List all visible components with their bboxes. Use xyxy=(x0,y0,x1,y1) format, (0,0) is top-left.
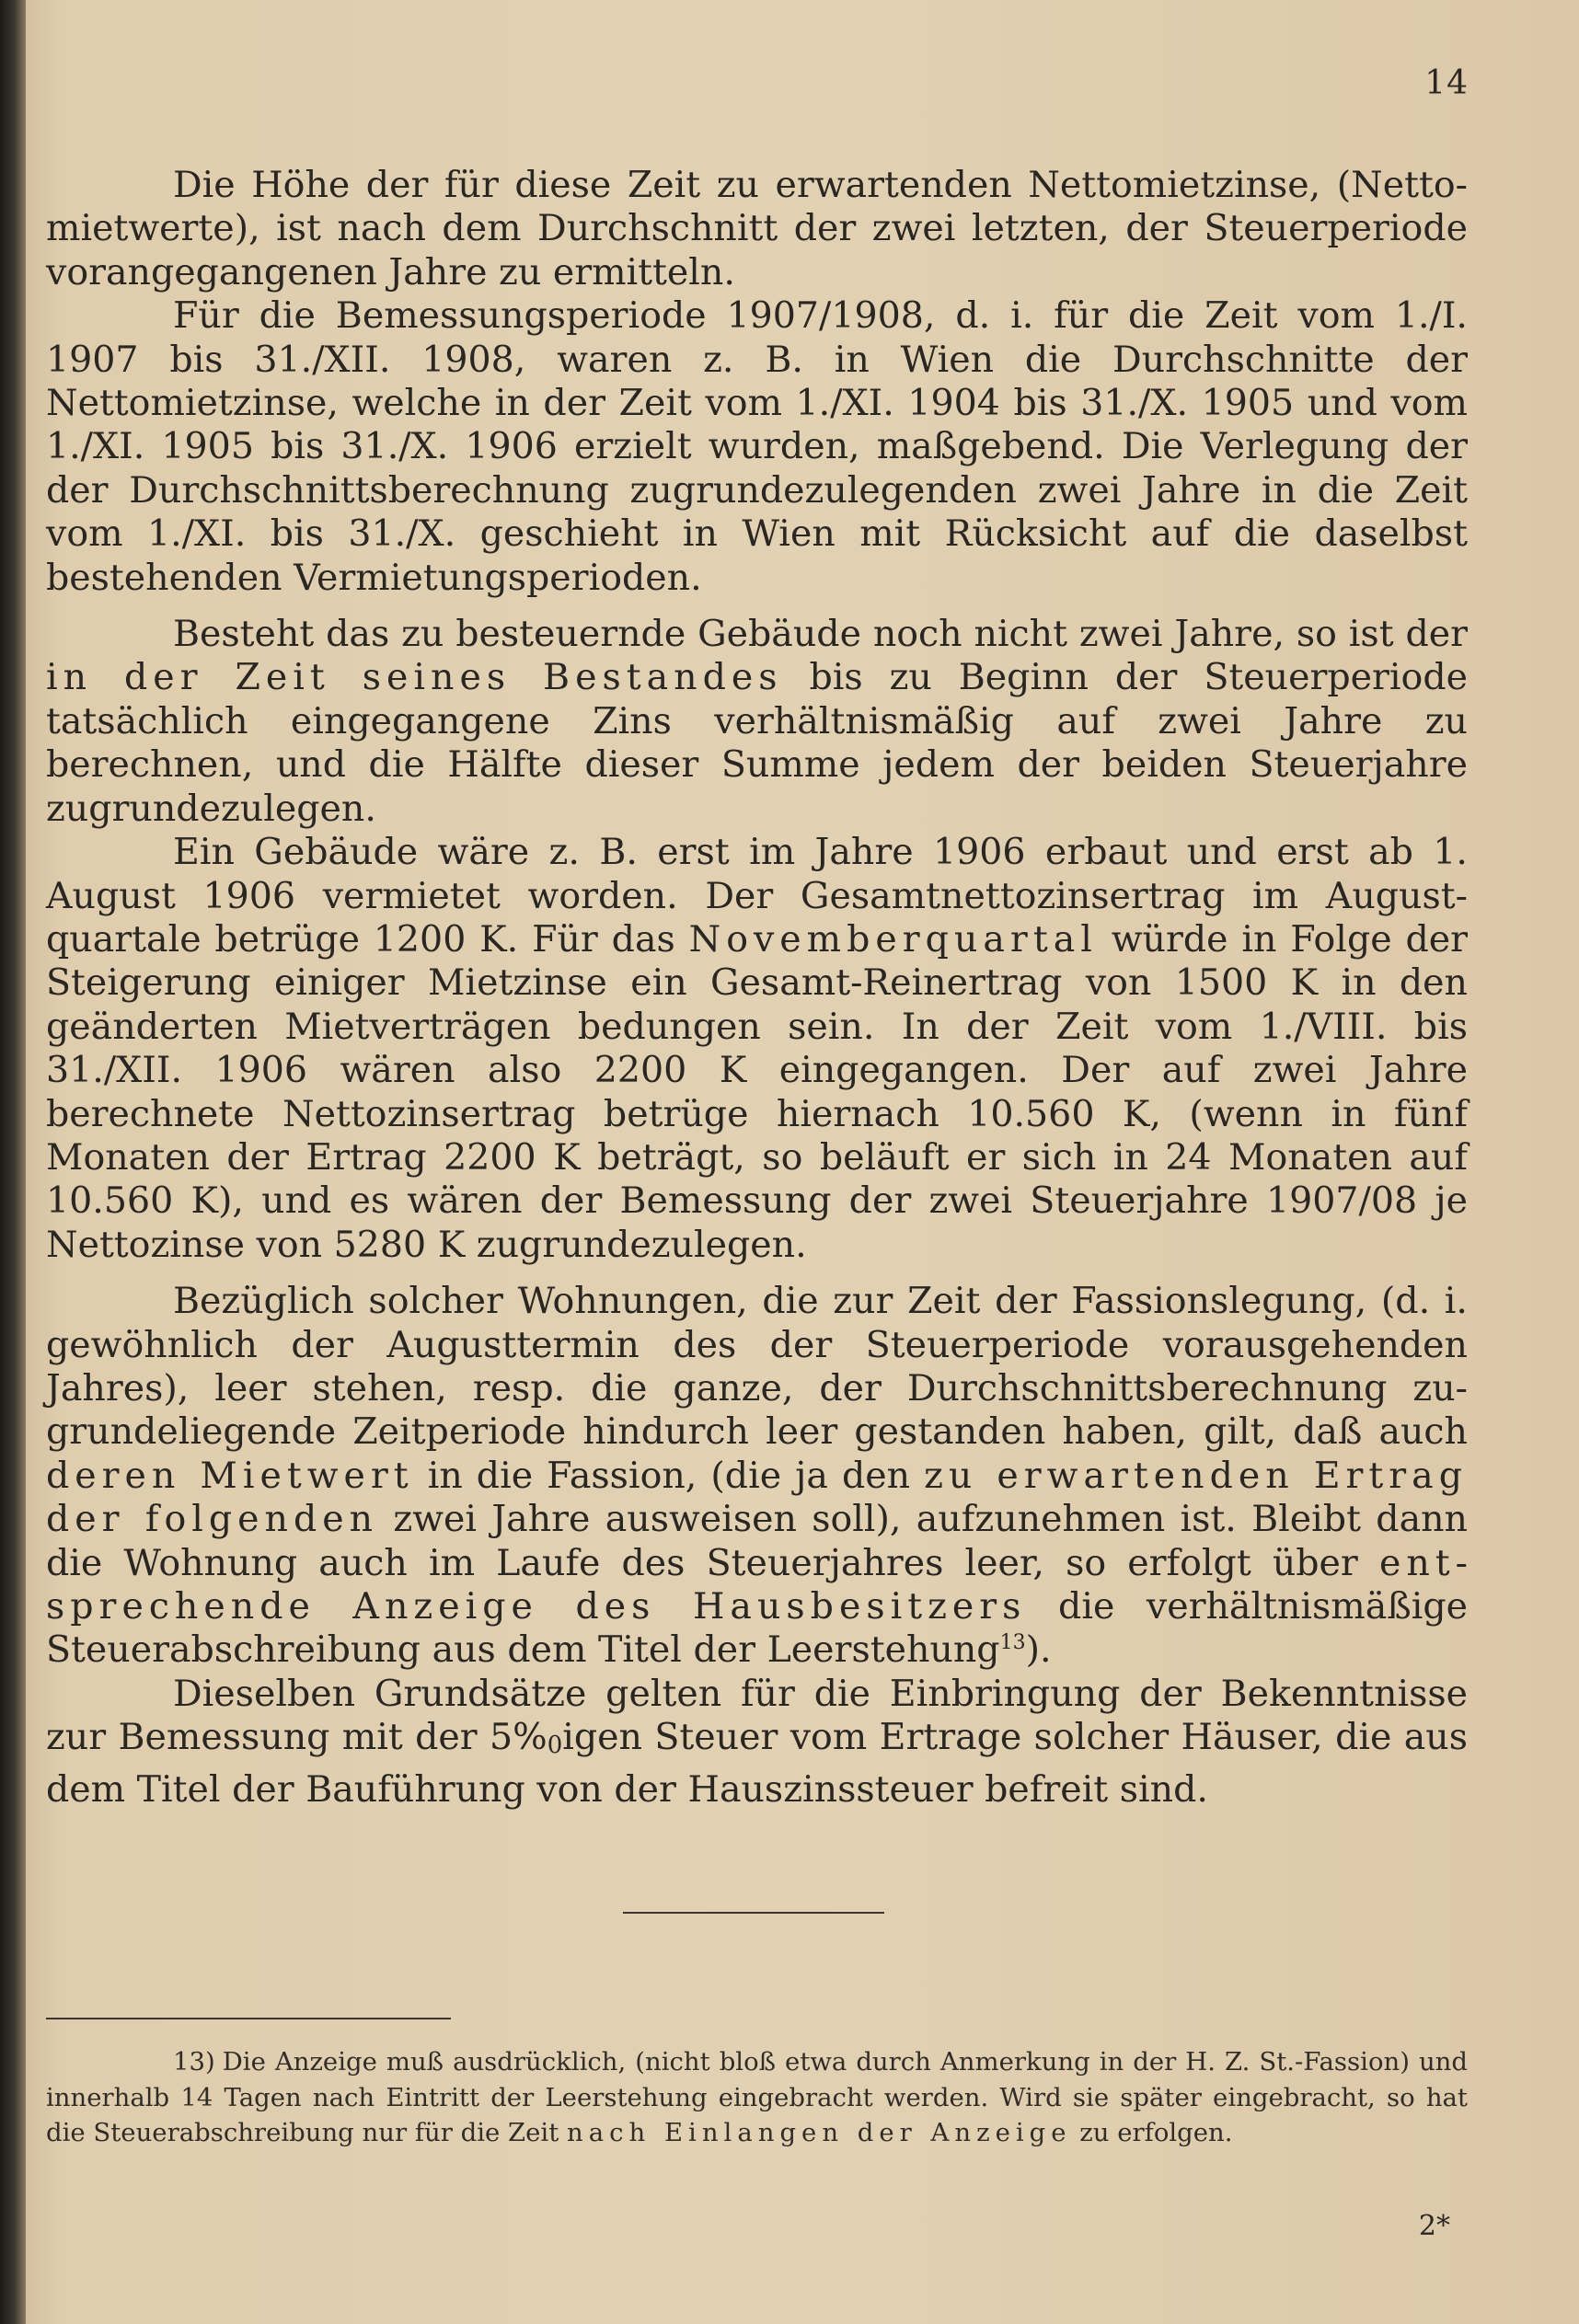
p4-text-b: würde in Folge der Steigerung einiger Mietzinse ein Gesamt-Reinertrag von 1500 K in den geänderten Mietverträgen bedungen sein. In der Zeit vom 1./VIII. bis 31./XII. 1906 wären also 2200 K eingegangen. Der auf zwei Jahre berechnete Nettozinsertrag betrüge hiernach 10.560 K, (wenn in fünf Monaten der Ertrag 2200 K beträgt, so beläuft er sich in 24 Monaten auf 10.560 K), und es wären der Bemessung der zwei Steuerjahre 1907/08 je Nettozinse von 5280 K zugrundezulegen. xyxy=(46,917,1468,1266)
p5-text-b: in die Fassion, (die ja den xyxy=(413,1454,925,1497)
footnote-text-b: zu erfolgen. xyxy=(1071,2118,1233,2147)
p5-text-d: die verhältnismäßige Steuerabschreibung aus dem Titel der Leerstehung xyxy=(46,1585,1468,1672)
paragraph-5 xyxy=(46,1280,1468,1673)
percent-subscript: 0 xyxy=(547,1731,563,1760)
paragraph-2: Für die Bemessungsperiode 1907/1908, d. i. für die Zeit vom 1./I. 1907 bis 31./XII. 1908, waren z. B. in Wien die Durchschnitte der Nettomietzinse, welche in der Zeit vom 1./XI. 1904 bis 31./X. 1905 und vom 1./XI. 1905 bis 31./X. 1906 erzielt wurden, maßgebend. Die Verlegung der der Durchschnittsberechnung zugrundezulegenden zwei Jahre in die Zeit vom 1./XI. bis 31./X. geschieht in Wien mit Rücksicht auf die daselbst bestehenden Vermietungsperioden. xyxy=(46,294,1468,599)
p5-text-c: zwei Jahre ausweisen soll), aufzunehmen ist. Bleibt dann die Wohnung auch im Laufe des Steuerjahres leer, so erfolgt über xyxy=(46,1498,1468,1584)
p6-text-b: igen Steuer vom Ertrage solcher Häuser, die aus dem Titel der Bauführung von der Hauszinssteuer befreit sind. xyxy=(46,1716,1468,1811)
paragraph-3 xyxy=(46,613,1468,831)
footnote-text-a: Die Anzeige muß ausdrücklich, (nicht bloß etwa durch Anmerkung in der H. Z. St.-Fassion) und innerhalb 14 Tagen nach Eintritt der Leerstehung eingebracht werden. Wird sie später eingebracht, so hat die Steuerabschreibung nur für die Zeit xyxy=(46,2047,1468,2147)
p5-text-a: Bezüglich solcher Wohnungen, die zur Zeit der Fassionslegung, (d. i. gewöhnlich der Augusttermin des der Steuerperiode vorausgehenden Jahres), leer stehen, resp. die ganze, der Durchschnittsberechnung zugrundeliegende Zeitperiode hindurch leer gestanden haben, gilt, daß auch xyxy=(46,1280,1468,1454)
page-number: 14 xyxy=(1424,64,1469,102)
footnote-spaced-text: nach Einlangen der Anzeige xyxy=(567,2118,1072,2147)
p3-text-a: Besteht das zu besteuernde Gebäude noch nicht zwei Jahre, so ist der xyxy=(173,613,1468,656)
p5-spaced-text-3: entsprechende Anzeige des Hausbesitzers xyxy=(46,1541,1468,1628)
p3-spaced-text: in der Zeit seines Bestandes xyxy=(46,656,783,699)
p4-spaced-text: Novemberquartal xyxy=(688,917,1098,961)
book-spine-shadow xyxy=(0,0,26,2324)
section-separator xyxy=(623,1912,884,1914)
signature-mark: 2* xyxy=(1418,2210,1450,2242)
p5-spaced-text-1: deren Mietwert xyxy=(46,1454,414,1497)
paragraph-6 xyxy=(46,1673,1468,1812)
p5-spaced-text-2: zu erwartenden Ertrag der folgenden xyxy=(46,1454,1469,1541)
footnote-mark: 13) xyxy=(173,2047,215,2077)
paragraph-4 xyxy=(46,831,1468,1267)
footnote xyxy=(46,2044,1468,2151)
p3-text-b: bis zu Beginn der Steuerperiode tatsächlich eingegangene Zins verhältnismäßig auf zwei Jahre zu berechnen, und die Hälfte dieser Summe jedem der beiden Steuerjahre zugrundezulegen. xyxy=(46,656,1468,830)
p5-text-e: ). xyxy=(1025,1628,1052,1672)
percent-sign: % xyxy=(513,1716,547,1759)
p4-text-a: Ein Gebäude wäre z. B. erst im Jahre 1906 erbaut und erst ab 1. August 1906 vermietet worden. Der Gesamtnettozinsertrag im Augustquartale betrüge 1200 K. Für das xyxy=(46,831,1468,961)
p6-text-a: Dieselben Grundsätze gelten für die Einbringung der Bekenntnisse zur Bemessung mit der 5 xyxy=(46,1672,1468,1759)
footnote-rule xyxy=(46,2018,451,2019)
paragraph-1: Die Höhe der für diese Zeit zu erwartenden Nettomietzinse, (Nettomietwerte), ist nach dem Durchschnitt der zwei letzten, der Steuerperiode vorangegangenen Jahre zu ermitteln. xyxy=(46,164,1468,293)
footnote-reference[interactable]: 13 xyxy=(999,1631,1026,1655)
body-text xyxy=(46,164,1468,1812)
